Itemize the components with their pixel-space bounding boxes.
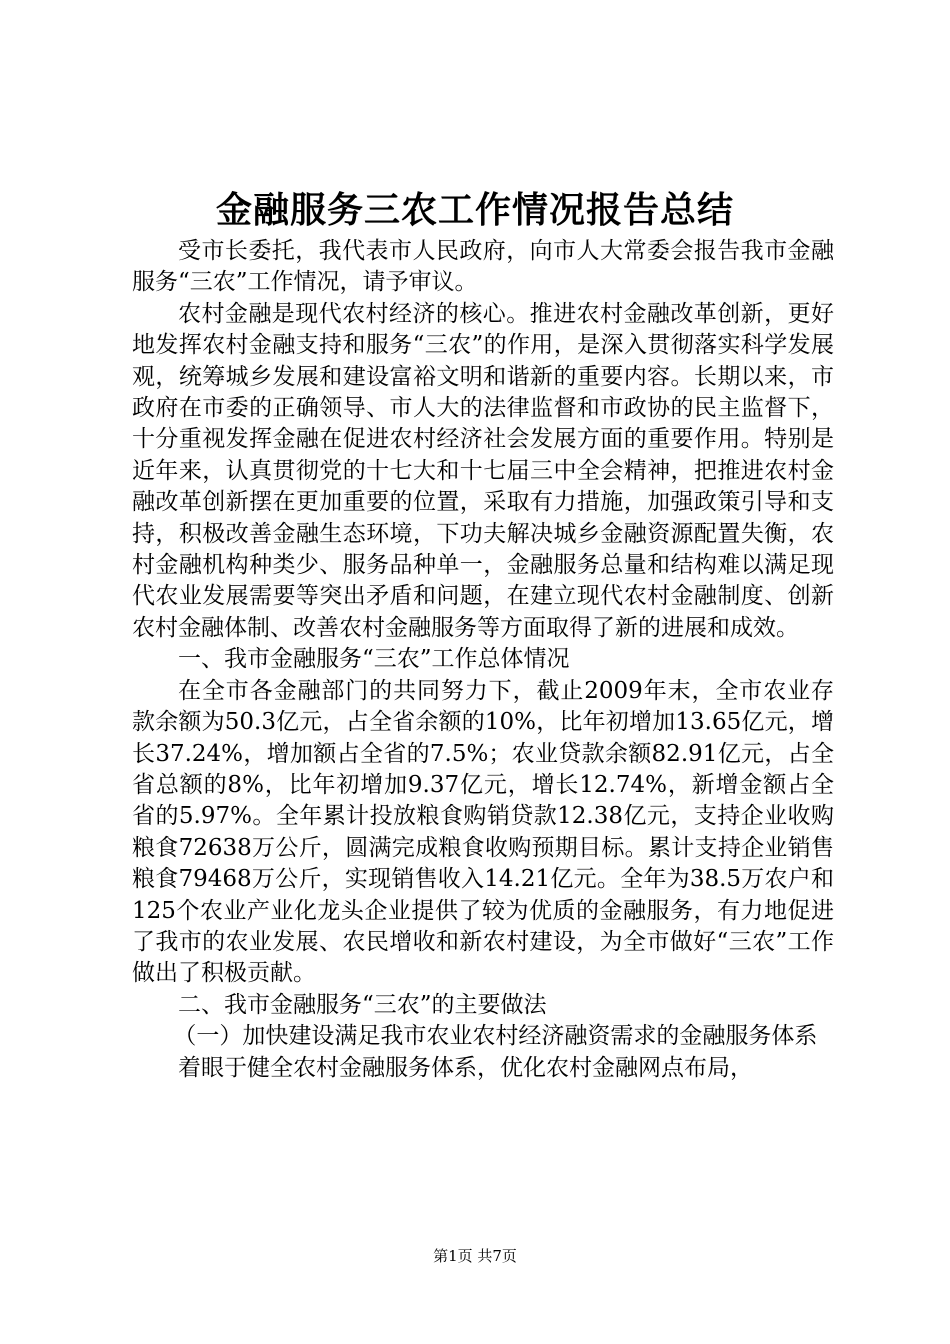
paragraph: 受市长委托，我代表市人民政府，向市人大常委会报告我市金融服务“三农”工作情况，请予审议。 [132, 238, 834, 296]
paragraph: 在全市各金融部门的共同努力下，截止2009年末，全市农业存款余额为50.3亿元，占全省余额的10%，比年初增加13.65亿元，增长37.24%，增加额占全省的7.5%；农业贷款余额82.91亿元，占全省总额的8%，比年初增加9.37亿元，增长12.74%，新增金额占全省的5.97%。全年累计投放粮食购销贷款12.38亿元，支持企业收购粮食72638万公斤，圆满完成粮食收购预期目标。累计支持企业销售粮食79468万公斤，实现销售收入14.21亿元。全年为38.5万农户和125个农业产业化龙头企业提供了较为优质的金融服务，有力地促进了我市的农业发展、农民增收和新农村建设，为全市做好“三农”工作做出了积极贡献。 [132, 677, 834, 987]
paragraph: 农村金融是现代农村经济的核心。推进农村金融改革创新，更好地发挥农村金融支持和服务“三农”的作用，是深入贯彻落实科学发展观，统筹城乡发展和建设富裕文明和谐新的重要内容。长期以来，市政府在市委的正确领导、市人大的法律监督和市政协的民主监督下，十分重视发挥金融在促进农村经济社会发展方面的重要作用。特别是近年来，认真贯彻党的十七大和十七届三中全会精神，把推进农村金融改革创新摆在更加重要的位置，采取有力措施，加强政策引导和支持，积极改善金融生态环境，下功夫解决城乡金融资源配置失衡，农村金融机构种类少、服务品种单一，金融服务总量和结构难以满足现代农业发展需要等突出矛盾和问题，在建立现代农村金融制度、创新农村金融体制、改善农村金融服务等方面取得了新的进展和成效。 [132, 300, 834, 641]
paragraph: 着眼于健全农村金融服务体系，优化农村金融网点布局， [178, 1054, 753, 1081]
section-heading: 一、我市金融服务“三农”工作总体情况 [178, 646, 570, 673]
page-number-footer: 第1页 共7页 [433, 1247, 517, 1265]
section-heading: 二、我市金融服务“三农”的主要做法 [178, 991, 547, 1018]
document-body [132, 236, 834, 1084]
document-title: 金融服务三农工作情况报告总结 [215, 189, 734, 231]
subsection-heading: （一）加快建设满足我市农业农村经济融资需求的金融服务体系 [173, 1023, 818, 1050]
